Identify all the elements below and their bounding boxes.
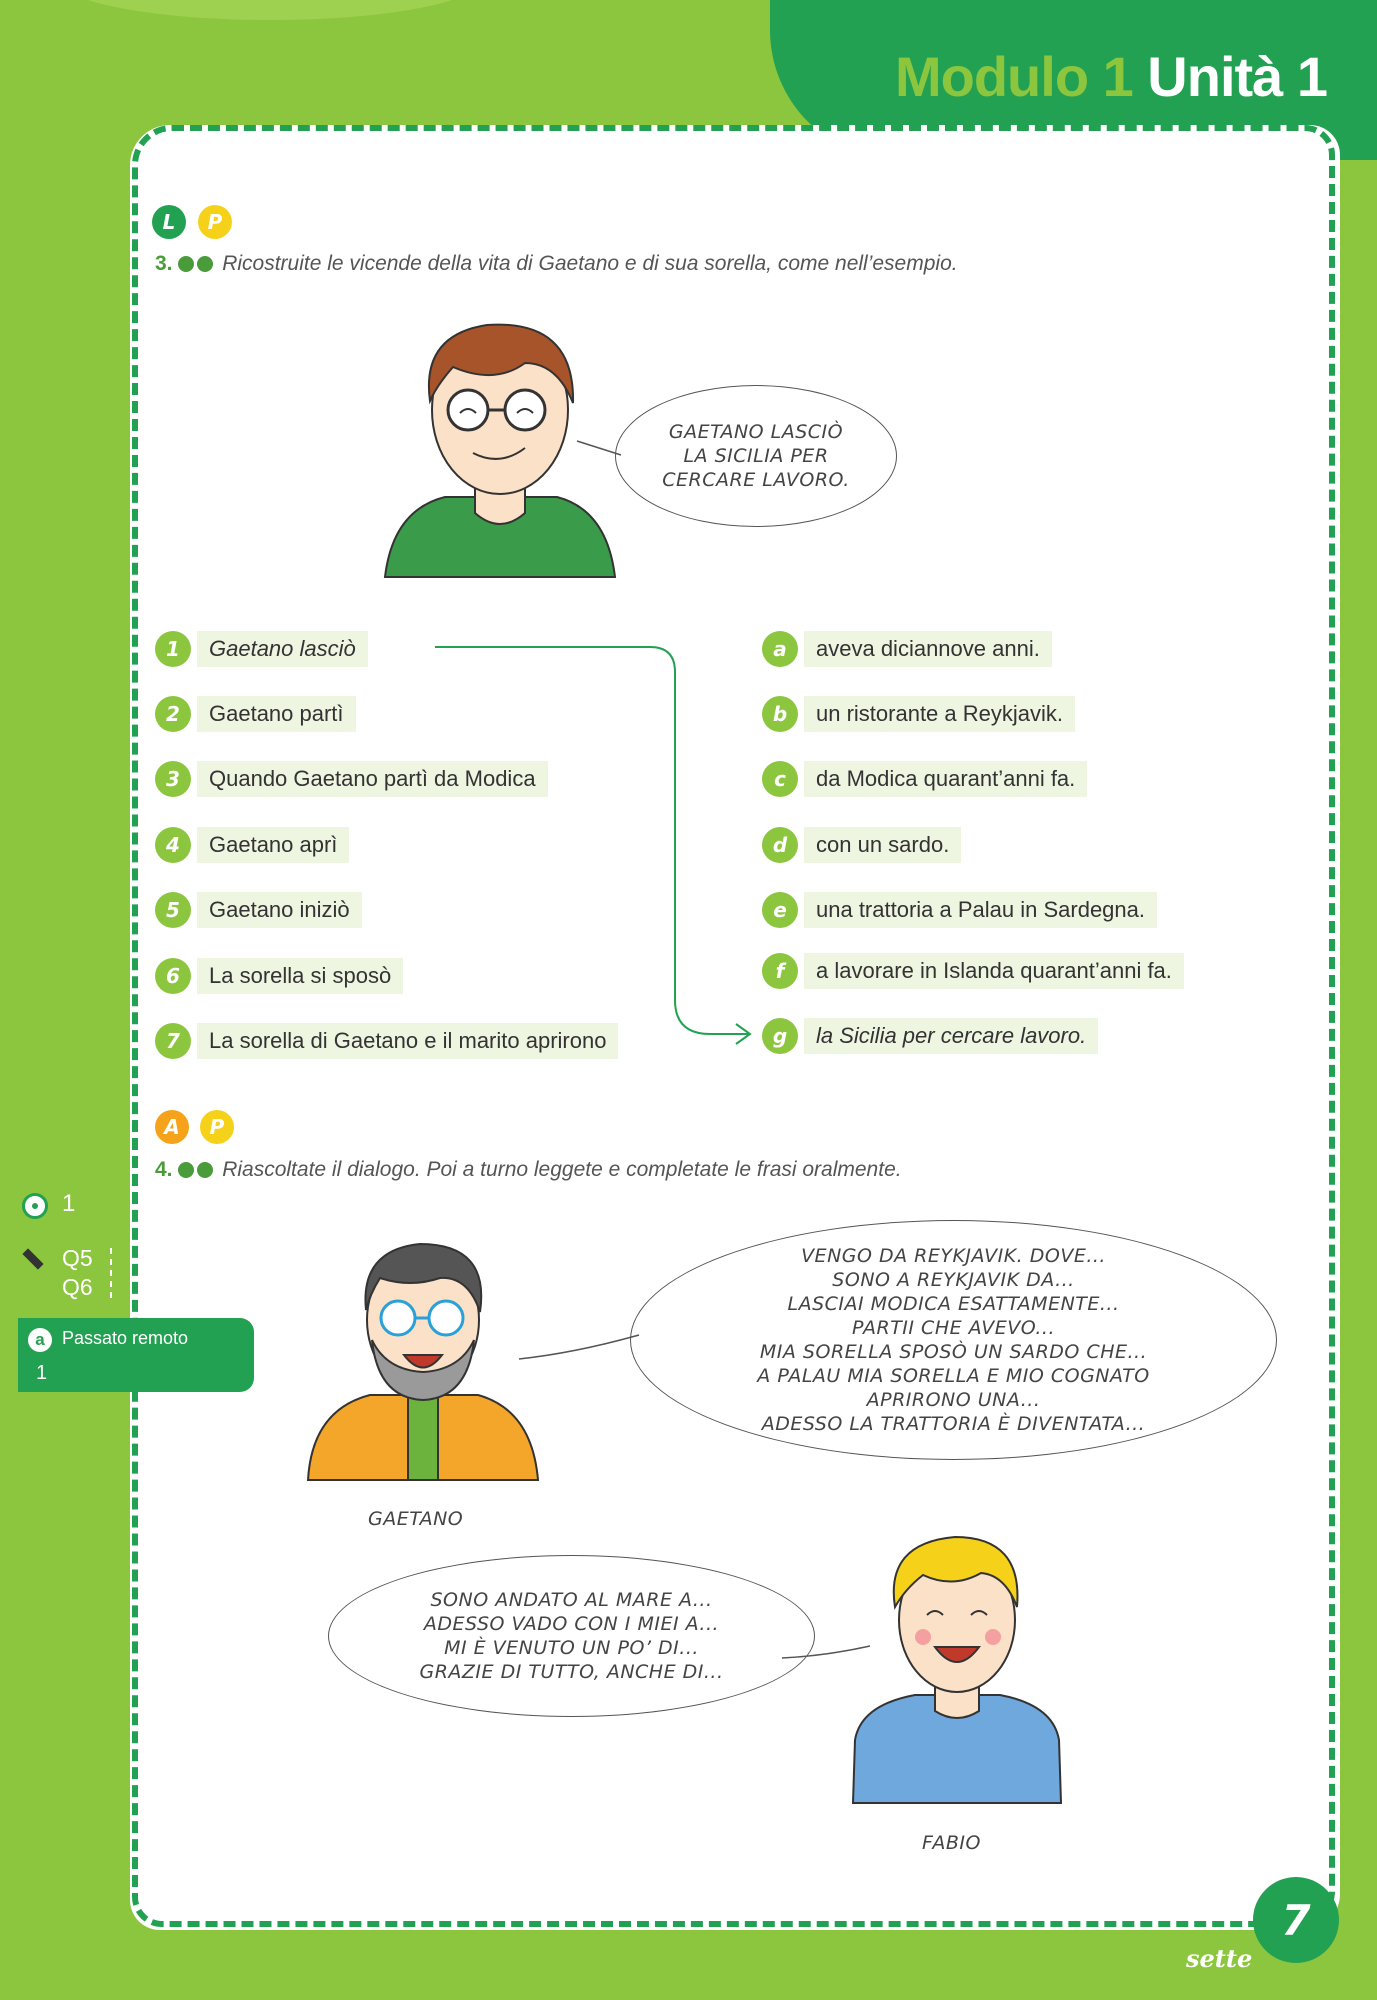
pair-work-icon: [178, 1162, 194, 1178]
match-text: un ristorante a Reykjavik.: [804, 696, 1075, 732]
match-text: aveva diciannove anni.: [804, 631, 1052, 667]
match-item-e: [762, 890, 1157, 930]
match-badge: e: [762, 892, 798, 928]
exercise-3-number: 3.: [155, 252, 173, 275]
page-number-word: sette: [1186, 1944, 1253, 1973]
grammar-reference-tab[interactable]: [18, 1318, 254, 1392]
pencil-icon: [22, 1248, 43, 1269]
grammar-label: Passato remoto: [62, 1328, 189, 1348]
bubble-line: LASCIAI MODICA ESATTAMENTE...: [787, 1293, 1120, 1315]
grammar-page: 1: [36, 1362, 48, 1384]
match-text: con un sardo.: [804, 827, 961, 863]
skill-chip-l: L: [152, 205, 186, 239]
exercise-4-instruction: [155, 1158, 902, 1182]
grammar-icon: a: [28, 1328, 52, 1352]
bubble-line: MIA SORELLA SPOSÒ UN SARDO CHE...: [759, 1341, 1148, 1363]
pair-work-icon: [197, 1162, 213, 1178]
pair-work-icon: [197, 256, 213, 272]
match-item-b: [762, 694, 1075, 734]
match-text: da Modica quarant’anni fa.: [804, 761, 1087, 797]
match-item-1: [155, 629, 368, 669]
match-badge: 5: [155, 892, 191, 928]
pair-work-icon: [178, 256, 194, 272]
bubble-line: SONO A REYKJAVIK DA...: [832, 1269, 1075, 1291]
match-text: La sorella di Gaetano e il marito aprirono: [197, 1023, 618, 1059]
bubble-line: LA SICILIA PER: [683, 445, 829, 467]
bubble-line: GAETANO LASCIÒ: [668, 421, 844, 443]
fabio-dialogue-bubble: [328, 1555, 815, 1717]
bubble-tail: [515, 1325, 645, 1365]
match-badge: d: [762, 827, 798, 863]
bubble-line: ADESSO VADO CON I MIEI A...: [423, 1613, 720, 1635]
match-text: Gaetano partì: [197, 696, 356, 732]
match-item-d: [762, 825, 961, 865]
fabio-illustration: [845, 1525, 1070, 1805]
match-text: la Sicilia per cercare lavoro.: [804, 1018, 1098, 1054]
gaetano-dialogue-bubble: [630, 1220, 1277, 1460]
exercise-4-number: 4.: [155, 1158, 173, 1181]
skill-chip-p: P: [198, 205, 232, 239]
workbook-ref-q6: Q6: [62, 1274, 93, 1300]
bubble-line: GRAZIE DI TUTTO, ANCHE DI...: [419, 1661, 724, 1683]
match-badge: g: [762, 1018, 798, 1054]
match-text: La sorella si sposò: [197, 958, 403, 994]
match-badge: 7: [155, 1023, 191, 1059]
match-text: Quando Gaetano partì da Modica: [197, 761, 548, 797]
audio-track-number: 1: [62, 1190, 76, 1217]
match-badge: 1: [155, 631, 191, 667]
fabio-caption: FABIO: [922, 1832, 981, 1854]
match-item-c: [762, 759, 1087, 799]
match-badge: 6: [155, 958, 191, 994]
match-item-g: [762, 1016, 1098, 1056]
match-item-f: [762, 951, 1184, 991]
match-badge: f: [762, 953, 798, 989]
bubble-line: SONO ANDATO AL MARE A...: [430, 1589, 713, 1611]
match-badge: 3: [155, 761, 191, 797]
gaetano-speech-bubble: [615, 385, 897, 527]
bubble-line: APRIRONO UNA...: [866, 1389, 1041, 1411]
match-text: Gaetano iniziò: [197, 892, 362, 928]
module-label: Modulo 1: [894, 45, 1133, 108]
match-text: Gaetano lasciò: [197, 631, 368, 667]
unit-label: Unità 1: [1147, 45, 1327, 108]
match-text: una trattoria a Palau in Sardegna.: [804, 892, 1157, 928]
match-badge: a: [762, 631, 798, 667]
bubble-line: CERCARE LAVORO.: [662, 469, 850, 491]
exercise-3-instruction: [155, 252, 958, 276]
match-item-5: [155, 890, 362, 930]
match-badge: 2: [155, 696, 191, 732]
match-text: a lavorare in Islanda quarant’anni fa.: [804, 953, 1184, 989]
match-badge: b: [762, 696, 798, 732]
bubble-tail: [575, 425, 635, 465]
match-badge: c: [762, 761, 798, 797]
audio-cd-icon: [22, 1193, 48, 1219]
page-title: [895, 44, 1327, 109]
workbook-ref-q5: Q5: [62, 1245, 93, 1271]
match-item-a: [762, 629, 1052, 669]
match-badge: 4: [155, 827, 191, 863]
page-number: 7: [1253, 1877, 1339, 1963]
skill-chip-p: P: [200, 1110, 234, 1144]
example-connector-line: [430, 640, 770, 1050]
dashed-divider: [110, 1248, 112, 1298]
bubble-line: VENGO DA REYKJAVIK. DOVE...: [801, 1245, 1106, 1267]
match-item-2: [155, 694, 356, 734]
gaetano-older-illustration: [300, 1230, 545, 1485]
match-item-4: [155, 825, 349, 865]
background-shape: [60, 0, 480, 20]
match-item-6: [155, 956, 403, 996]
bubble-line: MI È VENUTO UN PO’ DI...: [444, 1637, 699, 1659]
match-text: Gaetano aprì: [197, 827, 349, 863]
bubble-line: A PALAU MIA SORELLA E MIO COGNATO: [757, 1365, 1150, 1387]
exercise-3-text: Ricostruite le vicende della vita di Gaetano e di sua sorella, come nell’esempio.: [222, 252, 958, 275]
bubble-line: ADESSO LA TRATTORIA È DIVENTATA...: [761, 1413, 1146, 1435]
skill-chip-a: A: [155, 1110, 189, 1144]
exercise-4-text: Riascoltate il dialogo. Poi a turno leggete e completate le frasi oralmente.: [222, 1158, 902, 1181]
gaetano-caption: GAETANO: [368, 1508, 464, 1530]
bubble-line: PARTII CHE AVEVO...: [851, 1317, 1056, 1339]
